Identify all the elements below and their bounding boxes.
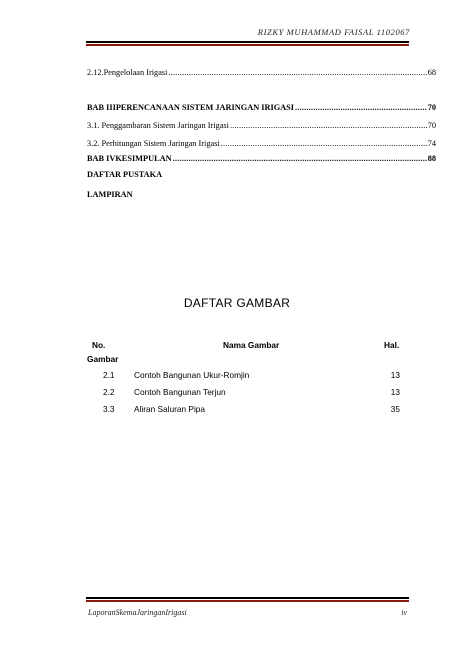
toc-entry [87,139,436,150]
figure-page: 13 [390,370,400,380]
toc-entry [87,154,436,165]
toc-entry-label: 3.1. Penggambaran Sistem Jaringan Irigasi [87,121,229,130]
toc-entry-label: 2.12.Pengelolaan Irigasi [87,68,168,77]
figure-page: 13 [390,387,400,397]
running-footer: LaporanSkemaJaringanIrigasi [88,608,187,617]
toc-entry-page: 74 [427,139,436,148]
page-number: iv [401,608,407,617]
toc-leader [173,154,427,163]
toc-leader [230,121,427,130]
header-rule-accent [86,44,409,46]
column-header-gambar: Gambar [87,354,119,364]
figure-name: Contoh Bangunan Ukur-Romjin [134,370,250,380]
figure-page: 35 [390,404,400,414]
section-title: DAFTAR GAMBAR [183,296,291,310]
figure-number: 2.2 [103,387,115,397]
footer-rule [86,597,409,599]
running-header: RIZKY MUHAMMAD FAISAL 1102067 [257,27,410,37]
toc-entry-page: 88 [427,154,436,163]
toc-lampiran: LAMPIRAN [87,190,133,199]
toc-leader [168,68,426,77]
toc-entry [87,121,436,132]
header-rule [86,41,409,43]
toc-entry-label: BAB IIIPERENCANAAN SISTEM JARINGAN IRIGASI [87,103,294,112]
column-header-no: No. [92,340,106,350]
toc-entry [87,103,436,114]
toc-entry [87,68,436,79]
column-header-nama: Nama Gambar [223,340,280,350]
column-header-hal: Hal. [384,340,400,350]
figure-number: 3.3 [103,404,115,414]
toc-entry-page: 70 [427,103,436,112]
toc-entry-label: 3.2. Perhitungan Sistem Jaringan Irigasi [87,139,220,148]
figure-name: Aliran Saluran Pipa [134,404,206,414]
toc-daftar-pustaka: DAFTAR PUSTAKA [87,170,163,179]
figure-number: 2.1 [103,370,115,380]
toc-leader [221,139,427,148]
toc-entry-page: 68 [427,68,436,77]
footer-rule-accent [86,600,409,602]
figure-name: Contoh Bangunan Terjun [134,387,226,397]
toc-leader [295,103,427,112]
toc-entry-page: 70 [427,121,436,130]
toc-entry-label: BAB IVKESIMPULAN [87,154,172,163]
